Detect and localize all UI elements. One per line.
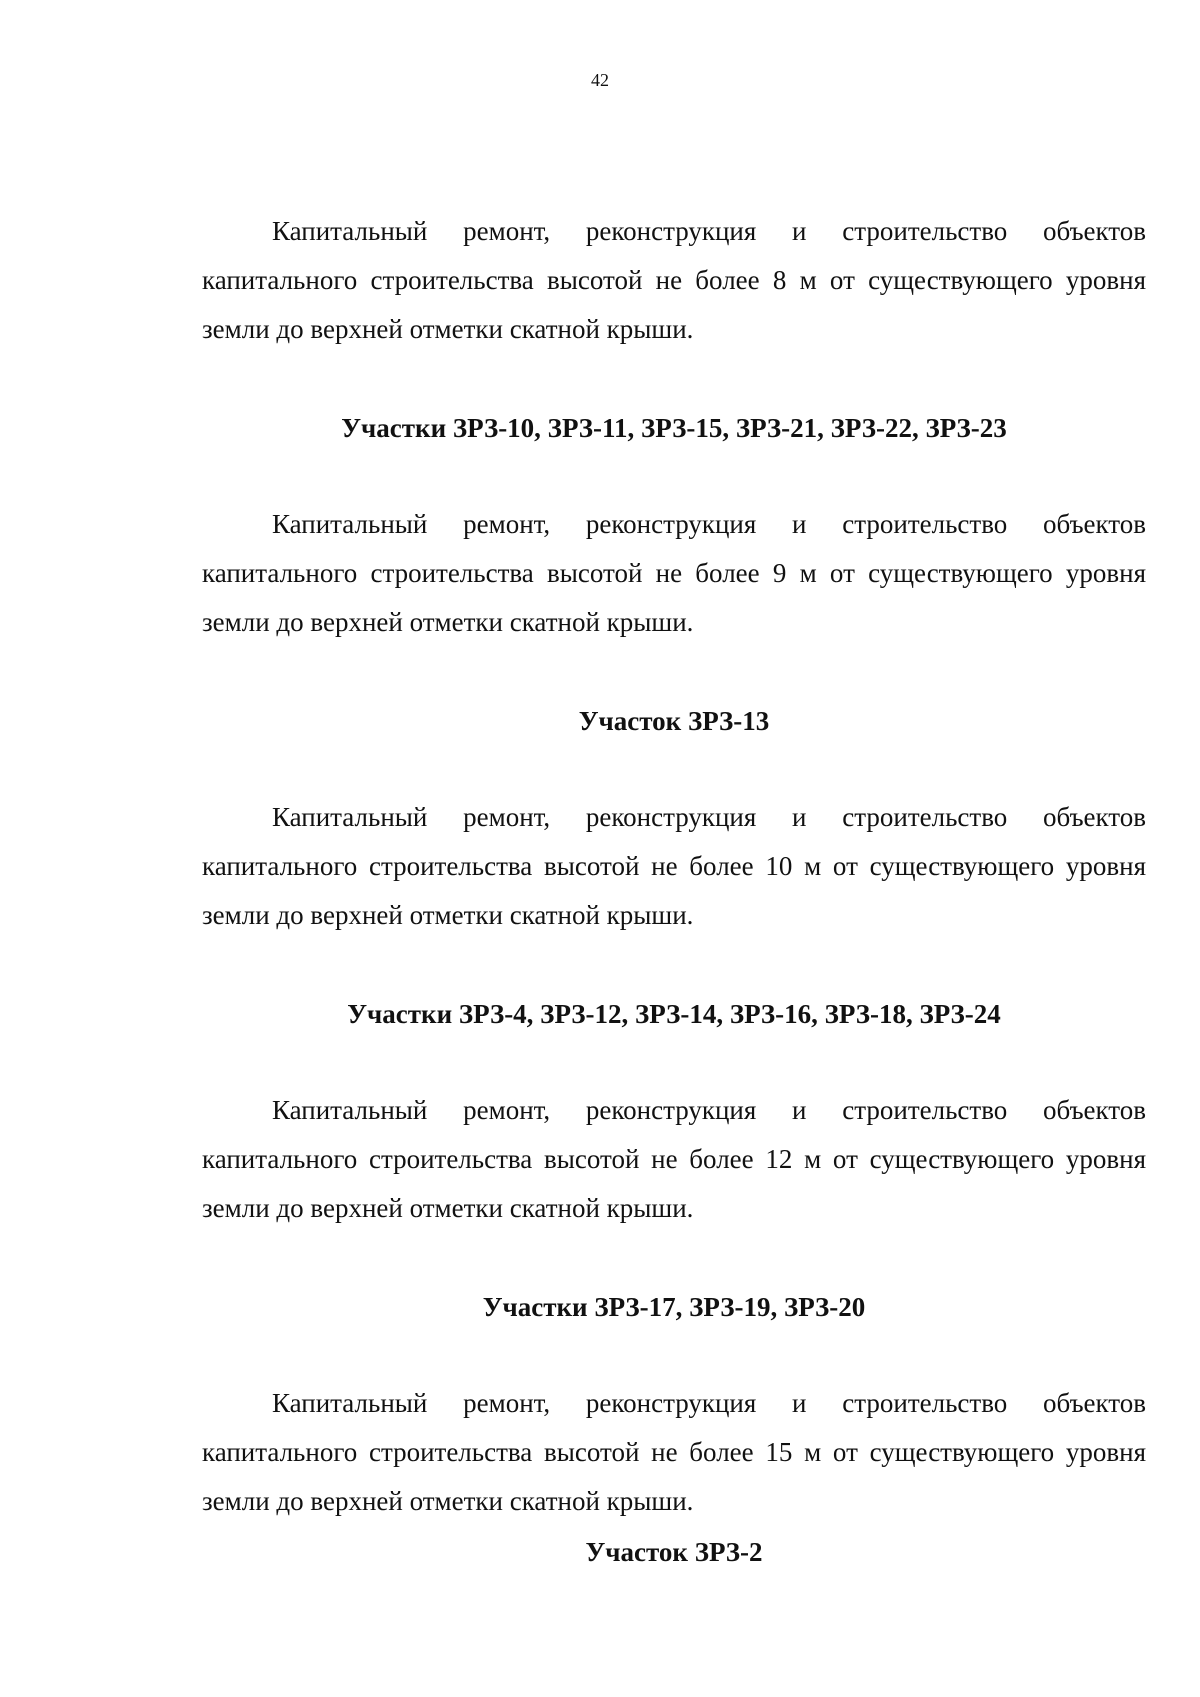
paragraph-line: земли до верхней отметки скатной крыши. bbox=[202, 1486, 694, 1516]
paragraph-1 bbox=[202, 207, 1146, 354]
paragraph-line: земли до верхней отметки скатной крыши. bbox=[202, 900, 694, 930]
paragraph-line: капитального строительства высотой не более 10 м от существующего уровня bbox=[202, 851, 1146, 881]
paragraph-line: капитального строительства высотой не более 15 м от существующего уровня bbox=[202, 1437, 1146, 1467]
section-heading-3: Участки ЗРЗ-4, ЗРЗ-12, ЗРЗ-14, ЗРЗ-16, ЗРЗ-18, ЗРЗ-24 bbox=[347, 999, 1001, 1029]
paragraph-line: капитального строительства высотой не более 8 м от существующего уровня bbox=[202, 265, 1146, 295]
section-heading-4: Участки ЗРЗ-17, ЗРЗ-19, ЗРЗ-20 bbox=[482, 1292, 866, 1322]
section-heading-1: Участки ЗРЗ-10, ЗРЗ-11, ЗРЗ-15, ЗРЗ-21, ЗРЗ-22, ЗРЗ-23 bbox=[341, 413, 1007, 443]
paragraph-line: земли до верхней отметки скатной крыши. bbox=[202, 1193, 694, 1223]
section-heading-2: Участок ЗРЗ-13 bbox=[578, 706, 770, 736]
paragraph-line: Капитальный ремонт, реконструкция и строительство объектов bbox=[272, 509, 1146, 539]
paragraph-3 bbox=[202, 793, 1146, 940]
paragraph-line: Капитальный ремонт, реконструкция и строительство объектов bbox=[272, 802, 1146, 832]
section-heading-5: Участок ЗРЗ-2 bbox=[585, 1537, 763, 1567]
paragraph-line: Капитальный ремонт, реконструкция и строительство объектов bbox=[272, 1095, 1146, 1125]
paragraph-line: земли до верхней отметки скатной крыши. bbox=[202, 314, 694, 344]
paragraph-line: капитального строительства высотой не более 9 м от существующего уровня bbox=[202, 558, 1146, 588]
paragraph-2 bbox=[202, 500, 1146, 647]
paragraph-line: Капитальный ремонт, реконструкция и строительство объектов bbox=[272, 1388, 1146, 1418]
paragraph-5 bbox=[202, 1379, 1146, 1526]
page-number: 42 bbox=[591, 70, 609, 90]
paragraph-line: капитального строительства высотой не более 12 м от существующего уровня bbox=[202, 1144, 1146, 1174]
paragraph-4 bbox=[202, 1086, 1146, 1233]
paragraph-line: Капитальный ремонт, реконструкция и строительство объектов bbox=[272, 216, 1146, 246]
paragraph-line: земли до верхней отметки скатной крыши. bbox=[202, 607, 694, 637]
